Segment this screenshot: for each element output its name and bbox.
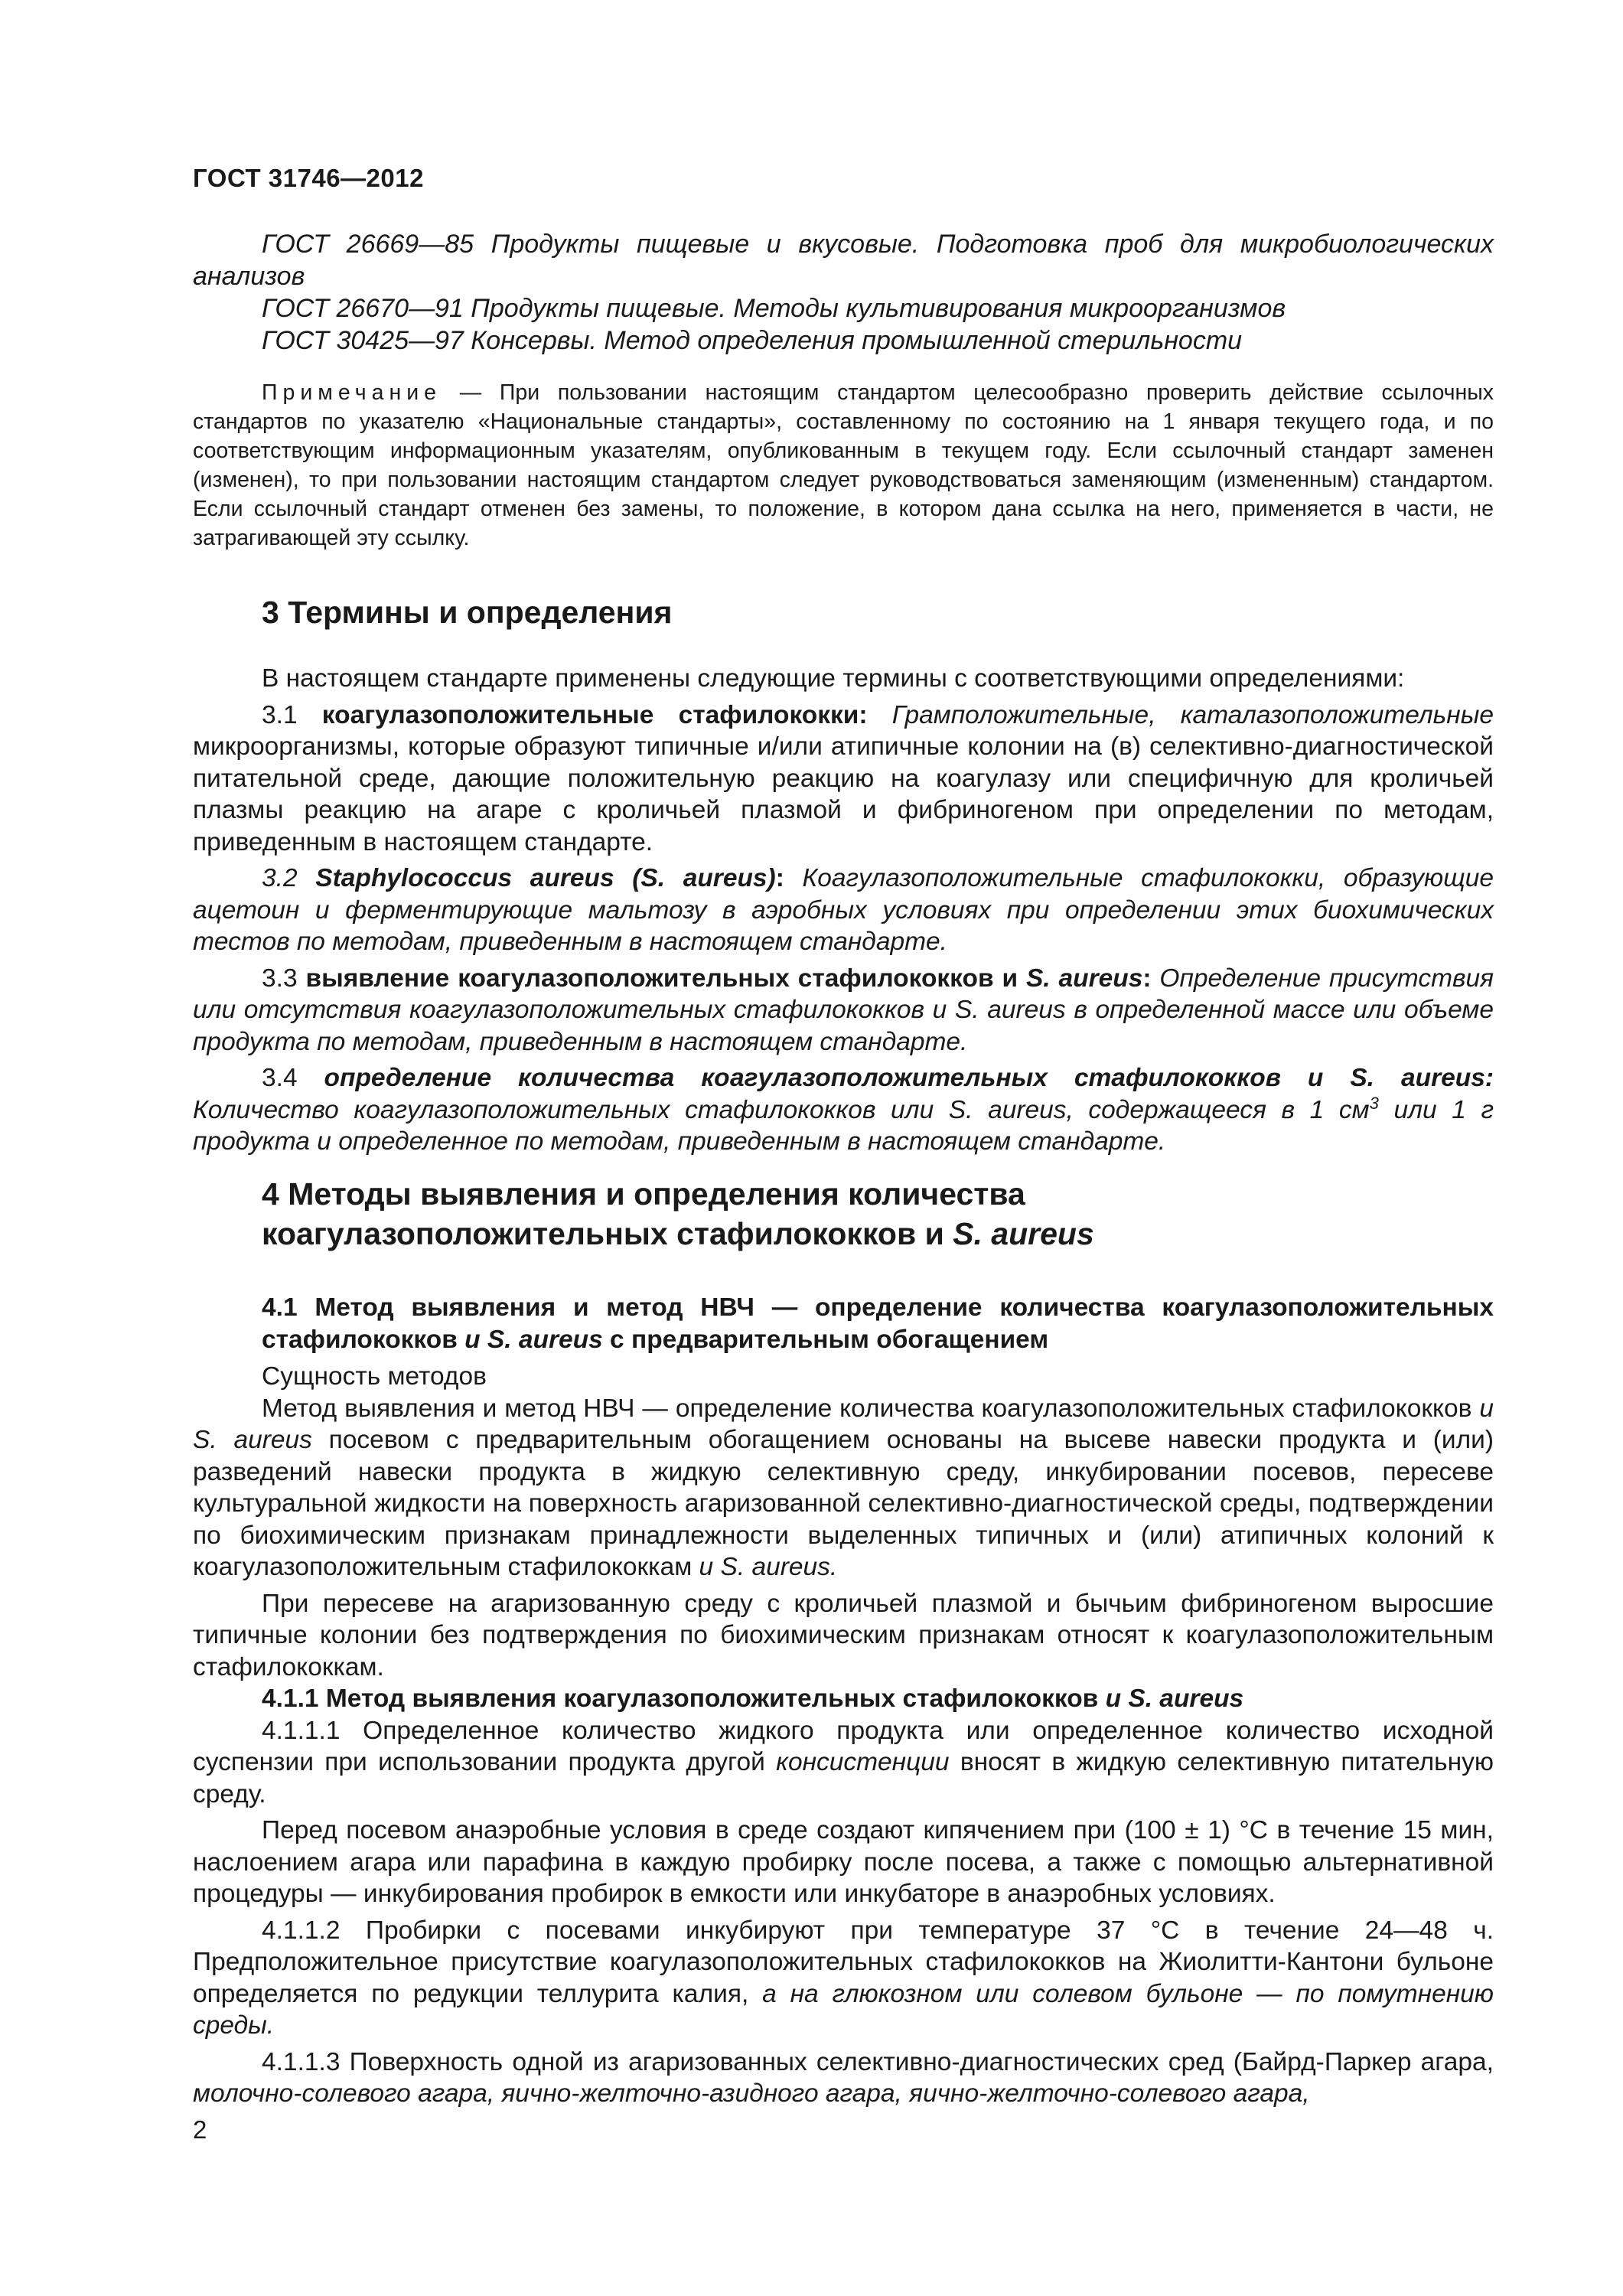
paragraph: 4.1.1.1 Определенное количество жидкого продукта или определенное количество исходной суспензии при использовании продукта другой консистенции вносят в жидкую селективную питательную среду. [193, 1716, 1494, 1808]
subsection-4-1-title: 4.1 Метод выявления и метод НВЧ — определение количества коагулазоположительных стафилококков u S. aureus с предварительным обогащением [262, 1293, 1494, 1354]
section-3-title: 3 Термины и определения [262, 595, 673, 630]
reference-item: ГОСТ 30425—97 Консервы. Метод определения промышленной стерильности [262, 326, 1243, 355]
section-3-body [193, 663, 1494, 1158]
page-number: 2 [193, 2115, 207, 2144]
term-3-1: 3.1 коагулазоположительные стафилококки: Грамположительные, каталазоположительные микроорганизмы, которые образуют типичные и/или атипичные колонии на (в) селективно-диагностической питательной среде, дающие положительную реакцию на коагулазу или специфичную для кроличьей плазмы реакцию на агаре с кроличьей плазмой и фибриногеном при определении по методам, приведенным в настоящем стандарте. [193, 700, 1494, 856]
paragraph: 4.1.1.2 Пробирки с посевами инкубируют при температуре 37 °С в течение 24—48 ч. Предположительное присутствие коагулазоположительных стафилококков на Жиолитти-Кантони бульоне определяется по редукции теллурита калия, а на глюкозном или солевом бульоне — по помутнению среды. [193, 1916, 1494, 2040]
term-3-2: 3.2 Staphylococcus aureus (S. aureus): Коагулазоположительные стафилококки, образующие ацетоин и ферментирующие мальтозу в аэробных условиях при определении этих биохимических тестов по методам, приведенным в настоящем стандарте. [193, 864, 1494, 956]
note-paragraph [193, 378, 1494, 553]
essence-heading: Сущность методов [262, 1362, 487, 1391]
paragraph: Перед посевом анаэробные условия в среде создают кипячением при (100 ± 1) °С в течение 15 мин, наслоением агара или парафина в каждую пробирку после посева, а также с помощью альтернативной процедуры — инкубирования пробирок в емкости или инкубаторе в анаэробных условиях. [193, 1816, 1494, 1908]
term-name: определение количества коагулазоположительных стафилококков и S. aureus: [324, 1064, 1494, 1092]
paragraph: Метод выявления и метод НВЧ — определение количества коагулазоположительных стафилококков и S. aureus посевом с предварительным обогащением основаны на высеве навески продукта и (или) разведений навески продукта в жидкую селективную среду, инкубировании посевов, пересеве культуральной жидкости на поверхность агаризованной селективно-диагностической среды, подтверждении по биохимическим признакам принадлежности выделенных типичных и (или) атипичных колоний к коагулазоположительным стафилококкам и S. aureus. [193, 1394, 1494, 1581]
section-4-body [193, 1361, 1494, 2110]
note-text: — При пользовании настоящим стандартом целесообразно проверить действие ссылочных стандартов по указателю «Национальные стандарты», составленному по состоянию на 1 января текущего года, и по соответствующим информационным указателям, опубликованным в текущем году. Если ссылочный стандарт заменен (изменен), то при пользовании настоящим стандартом следует руководствоваться заменяющим (измененным) стандартом. Если ссылочный стандарт отменен без замены, то положение, в котором дана ссылка на него, применяется в части, не затрагивающей эту ссылку. [193, 380, 1494, 550]
note-label: Примечание [262, 380, 442, 405]
term-name: выявление коагулазоположительных стафилококков и [305, 964, 1026, 993]
term-name: Staphylococcus aureus (S. aureus) [315, 864, 776, 892]
section-3-intro: В настоящем стандарте применены следующие термины с соответствующими определениями: [262, 664, 1405, 693]
document-header: ГОСТ 31746—2012 [193, 164, 424, 192]
reference-item: ГОСТ 26669—85 Продукты пищевые и вкусовые. Подготовка проб для микробиологических анализов [193, 230, 1494, 291]
term-3-4: 3.4 определение количества коагулазоположительных стафилококков и S. aureus: Количество коагулазоположительных стафилококков или S. aureus, содержащееся в 1 $см^3$ или 1 г продукта и определенное по методам, приведенным в настоящем стандарте. [193, 1064, 1494, 1156]
reference-item: ГОСТ 26670—91 Продукты пищевые. Методы культивирования микроорганизмов [262, 294, 1286, 323]
subsection-4-1-1-title: 4.1.1 Метод выявления коагулазоположительных стафилококков u S. aureus [262, 1684, 1244, 1713]
normative-references [193, 228, 1494, 357]
term-name: коагулазоположительные стафилококки: [321, 700, 868, 729]
term-3-3: 3.3 выявление коагулазоположительных стафилококков и S. aureus: Определение присутствия или отсутствия коагулазоположительных стафилококков и S. aureus в определенной массе или объеме продукта по методам, приведенным в настоящем стандарте. [193, 964, 1494, 1056]
section-4-title: 4 Методы выявления и определения количества коагулазоположительных стафилококков и S. aureus [262, 1176, 1094, 1251]
paragraph: 4.1.1.3 Поверхность одной из агаризованных селективно-диагностических сред (Байрд-Паркер агара, молочно-солевого агара, яично-желточно-азидного агара, яично-желточно-солевого агара, [193, 2047, 1494, 2108]
paragraph: При пересеве на агаризованную среду с кроличьей плазмой и бычьим фибриногеном выросшие типичные колонии без подтверждения по биохимическим признакам относят к коагулазоположительным стафилококкам. [193, 1589, 1494, 1681]
